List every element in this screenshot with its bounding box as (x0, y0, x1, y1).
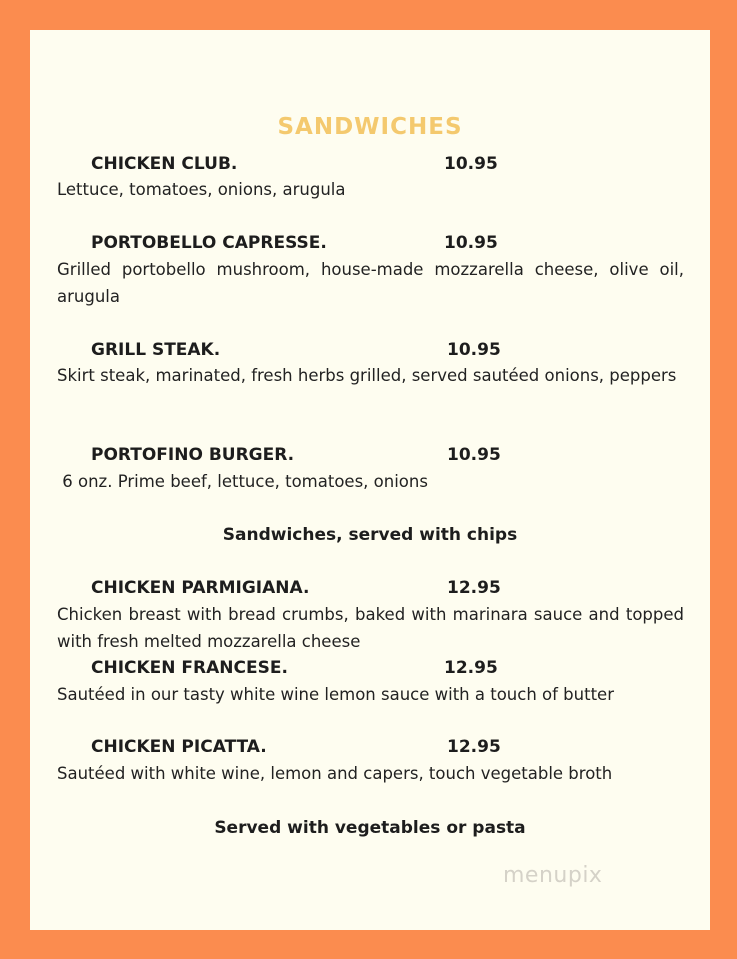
item-description-portobello-capresse: Grilled portobello mushroom, house-made mozzarella cheese, olive oil, arugula (57, 260, 684, 306)
item-name-chicken-picatta: CHICKEN PICATTA. (91, 737, 267, 757)
item-price-chicken-parmigiana: 12.95 (447, 578, 501, 598)
item-price-portofino-burger: 10.95 (447, 445, 501, 465)
item-description-grill-steak: Skirt steak, marinated, fresh herbs grilled, served sautéed onions, peppers (57, 366, 677, 385)
item-description-chicken-club: Lettuce, tomatoes, onions, arugula (57, 180, 346, 199)
item-name-chicken-club: CHICKEN CLUB. (91, 154, 238, 174)
item-description-chicken-parmigiana: Chicken breast with bread crumbs, baked with marinara sauce and topped with fresh melted mozzarella cheese (57, 605, 684, 651)
item-description-portofino-burger: 6 onz. Prime beef, lettuce, tomatoes, onions (57, 472, 428, 491)
item-name-portofino-burger: PORTOFINO BURGER. (91, 445, 295, 465)
menu-card (30, 30, 710, 930)
item-price-chicken-picatta: 12.95 (447, 737, 501, 757)
item-price-chicken-francese: 12.95 (444, 658, 498, 678)
item-name-portobello-capresse: PORTOBELLO CAPRESSE. (91, 233, 327, 253)
item-name-chicken-parmigiana: CHICKEN PARMIGIANA. (91, 578, 310, 598)
entrees-note: Served with vegetables or pasta (214, 818, 526, 838)
item-description-chicken-picatta: Sautéed with white wine, lemon and capers, touch vegetable broth (57, 764, 613, 783)
item-name-grill-steak: GRILL STEAK. (91, 340, 221, 360)
item-price-portobello-capresse: 10.95 (444, 233, 498, 253)
watermark-logo: menupix (503, 863, 603, 888)
item-name-chicken-francese: CHICKEN FRANCESE. (91, 658, 288, 678)
item-description-chicken-francese: Sautéed in our tasty white wine lemon sauce with a touch of butter (57, 685, 614, 704)
sandwiches-note: Sandwiches, served with chips (222, 525, 518, 545)
menu-title: SANDWICHES (277, 114, 463, 140)
item-price-grill-steak: 10.95 (447, 340, 501, 360)
item-price-chicken-club: 10.95 (444, 154, 498, 174)
